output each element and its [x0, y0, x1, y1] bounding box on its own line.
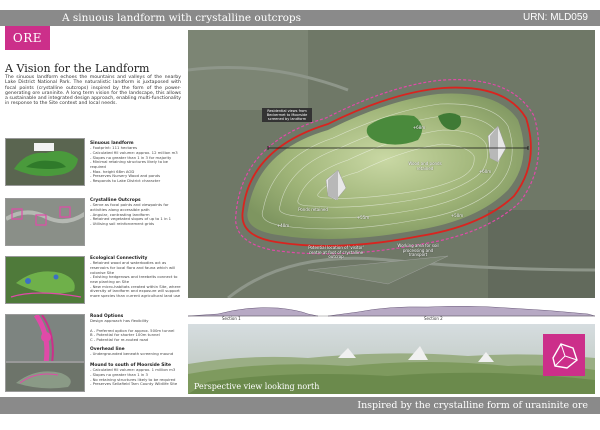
masterplan-map: [188, 30, 595, 298]
thumb-road-options: [5, 314, 85, 362]
crystal-icon: [543, 334, 585, 376]
header-bar: [0, 10, 600, 26]
perspective-caption: Perspective view looking north: [194, 382, 320, 391]
label-visitor-centre: Potential location of 'visitor' centre at foot of crystalline outcrop: [308, 245, 364, 260]
block-title: Road Options: [90, 314, 124, 319]
perspective-view: [188, 324, 595, 394]
block-body: - Calculated fill volume: approx. 1 million m3 - Slopes no greater than 1 in 3 - No retaining structures likely to be required - Preserves Sellafield Tarn County Wildlife Site: [90, 367, 178, 387]
thumb-landform: [5, 138, 85, 186]
section-1-label: Section 1: [222, 316, 241, 321]
block-body: - Undergrounded beneath screening mound: [90, 351, 174, 357]
thumb-mound: [5, 362, 85, 392]
block-overhead-line: [90, 347, 185, 357]
spot-height-2: +60m: [478, 169, 492, 174]
block-sinuous-landform: [90, 141, 185, 184]
callout-residential-views: Residential views from Beckermet to Moorside screened by landform: [262, 108, 312, 122]
masterplan-drawing: [188, 30, 595, 298]
block-title: Sinuous landform: [90, 141, 134, 146]
spot-height-3: +55m: [356, 215, 370, 220]
section-2-label: Section 2: [424, 316, 443, 321]
block-title: Crystalline Outcrops: [90, 198, 141, 203]
vision-intro: The sinuous landform echoes the mountains and valleys of the nearby Lake District National Park. The naturalistic landform is juxtaposed with focal points (crystalline outcrops) inspired by the form of the power-generating ore uraninite. A long term vision for the landscape, this allows a sustainable and integrated design approach, enabling multi-functionality in response to the Site context and local needs.: [5, 75, 181, 107]
block-crystalline-outcrops: [90, 198, 185, 227]
block-body: - Serve as focal points and viewpoints for activities along accessible path - Angular, contrasting landform - Retained vegetated slopes of up to 1 in 1 - Utilising soil reinforcement grids: [90, 202, 172, 227]
label-working-area: Working area for soil processing and transport: [397, 243, 439, 258]
block-title: Ecological Connectivity: [90, 256, 148, 261]
section-profiles: [188, 300, 595, 322]
footer-bar: [0, 397, 600, 414]
crystal-logo: [543, 334, 585, 376]
label-ponds-retained: Ponds retained: [298, 207, 328, 212]
footer-tagline: Inspired by the crystalline form of uraninite ore: [357, 400, 588, 411]
block-title: Overhead line: [90, 347, 125, 352]
page-title: A sinuous landform with crystalline outcrops: [62, 12, 302, 24]
label-wood-ponds: Wood and ponds retained: [408, 161, 442, 171]
block-body: - Retained wood and waterbodies act as reservoirs for local flora and fauna which will colonise Site - Existing hedgerows and treebelts connect to new planting on Site - New micro-habitats created within Site, where diversity of landform and exposure will support more species than current agricultural land use: [90, 260, 181, 299]
spot-height-5: +40m: [276, 223, 290, 228]
spot-height-4: +50m: [450, 213, 464, 218]
block-road-options: [90, 314, 185, 343]
block-body: - Footprint: 111 hectares - Calculated fill volume: approx. 12 million m3 - Slopes no greater than 1 in 3 for majority - Minimal retaining structures likely to be required - Max. height 68m AOD - Preserves Nursery Wood and ponds - Responds to Lake District character: [90, 145, 178, 184]
block-body: Design approach has flexibility A - Preferred option for approx. 500m tunnel B - Potential for shorter 100m tunnel C - Potential for re-routed road: [90, 318, 175, 343]
spot-height-1: +68m: [412, 125, 426, 130]
urn-reference: URN: MLD059: [522, 12, 588, 23]
thumb-outcrops: [5, 198, 85, 246]
ore-logo: [5, 26, 50, 50]
block-title: Mound to south of Moorside Site: [90, 363, 171, 368]
block-ecological-connectivity: [90, 256, 185, 299]
vision-heading: A Vision for the Landform: [5, 62, 150, 75]
logo-text: ORE: [12, 31, 43, 45]
sections-strip: [188, 300, 595, 322]
block-mound-south: [90, 363, 185, 387]
thumb-ecology: [5, 256, 85, 304]
